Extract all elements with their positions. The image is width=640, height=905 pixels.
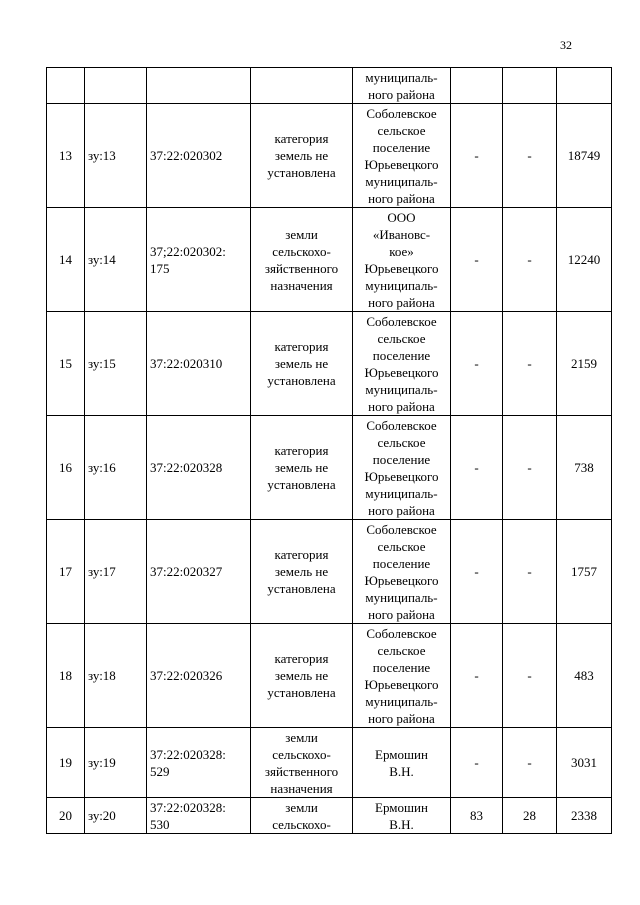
cell-id: зу:20	[85, 798, 147, 834]
table-row-partial	[47, 68, 612, 104]
cell-category: земли сельскохо- зяйственного назначения	[251, 208, 353, 312]
cell-col-b: -	[503, 312, 557, 416]
cell-num: 18	[47, 624, 85, 728]
cell-num: 16	[47, 416, 85, 520]
cell-col-b: -	[503, 104, 557, 208]
cell-col-a: -	[451, 104, 503, 208]
cell-id: зу:17	[85, 520, 147, 624]
cell-category: категория земель не установлена	[251, 416, 353, 520]
cell-col-a: -	[451, 520, 503, 624]
cell-area: 738	[557, 416, 612, 520]
cell-cadastral: 37:22:020302	[147, 104, 251, 208]
cell-id: зу:13	[85, 104, 147, 208]
cell-area: 2338	[557, 798, 612, 834]
cell-owner: Соболевское сельское поселение Юрьевецкого муниципаль- ного района	[353, 520, 451, 624]
cell-col-b: 28	[503, 798, 557, 834]
cell-owner: ООО «Ивановс- кое» Юрьевецкого муниципаль- ного района	[353, 208, 451, 312]
cell-cadastral: 37:22:020327	[147, 520, 251, 624]
cell-id: зу:14	[85, 208, 147, 312]
page-number: 32	[560, 38, 572, 52]
cell-col-a: -	[451, 208, 503, 312]
cell-category: земли сельскохо-	[251, 798, 353, 834]
cell-num: 20	[47, 798, 85, 834]
cell-num: 13	[47, 104, 85, 208]
cell-area: 3031	[557, 728, 612, 798]
cell-category: категория земель не установлена	[251, 624, 353, 728]
cell-cadastral: 37:22:020310	[147, 312, 251, 416]
cell-area: 1757	[557, 520, 612, 624]
cell-area: 2159	[557, 312, 612, 416]
table-row	[47, 208, 612, 312]
cell-id: зу:19	[85, 728, 147, 798]
cell-col-b	[503, 68, 557, 104]
cell-owner: Ермошин В.Н.	[353, 728, 451, 798]
cell-category: категория земель не установлена	[251, 520, 353, 624]
cell-col-a: -	[451, 416, 503, 520]
cell-owner: Соболевское сельское поселение Юрьевецкого муниципаль- ного района	[353, 624, 451, 728]
cell-num: 19	[47, 728, 85, 798]
cell-area: 12240	[557, 208, 612, 312]
cell-category	[251, 68, 353, 104]
cell-col-a: 83	[451, 798, 503, 834]
cell-cadastral: 37;22:020302: 175	[147, 208, 251, 312]
cell-area: 18749	[557, 104, 612, 208]
land-plots-table	[46, 67, 612, 834]
table-row	[47, 624, 612, 728]
cell-id	[85, 68, 147, 104]
cell-col-b: -	[503, 624, 557, 728]
cell-col-a: -	[451, 728, 503, 798]
cell-owner: муниципаль- ного района	[353, 68, 451, 104]
cell-owner: Соболевское сельское поселение Юрьевецкого муниципаль- ного района	[353, 104, 451, 208]
cell-cadastral: 37:22:020328	[147, 416, 251, 520]
cell-id: зу:16	[85, 416, 147, 520]
cell-col-b: -	[503, 728, 557, 798]
cell-owner: Соболевское сельское поселение Юрьевецкого муниципаль- ного района	[353, 312, 451, 416]
cell-num	[47, 68, 85, 104]
cell-num: 15	[47, 312, 85, 416]
cell-num: 17	[47, 520, 85, 624]
table-row	[47, 104, 612, 208]
table-row	[47, 416, 612, 520]
cell-id: зу:15	[85, 312, 147, 416]
cell-category: категория земель не установлена	[251, 312, 353, 416]
cell-col-a: -	[451, 312, 503, 416]
cell-cadastral: 37:22:020326	[147, 624, 251, 728]
cell-col-b: -	[503, 208, 557, 312]
cell-num: 14	[47, 208, 85, 312]
cell-cadastral: 37:22:020328: 530	[147, 798, 251, 834]
cell-col-b: -	[503, 416, 557, 520]
cell-category: земли сельскохо- зяйственного назначения	[251, 728, 353, 798]
cell-id: зу:18	[85, 624, 147, 728]
cell-area: 483	[557, 624, 612, 728]
cell-col-a: -	[451, 624, 503, 728]
table-row	[47, 798, 612, 834]
cell-owner: Соболевское сельское поселение Юрьевецкого муниципаль- ного района	[353, 416, 451, 520]
table-row	[47, 728, 612, 798]
cell-col-b: -	[503, 520, 557, 624]
table-row	[47, 312, 612, 416]
cell-cadastral	[147, 68, 251, 104]
cell-cadastral: 37:22:020328: 529	[147, 728, 251, 798]
cell-col-a	[451, 68, 503, 104]
table-row	[47, 520, 612, 624]
cell-area	[557, 68, 612, 104]
cell-category: категория земель не установлена	[251, 104, 353, 208]
cell-owner: Ермошин В.Н.	[353, 798, 451, 834]
